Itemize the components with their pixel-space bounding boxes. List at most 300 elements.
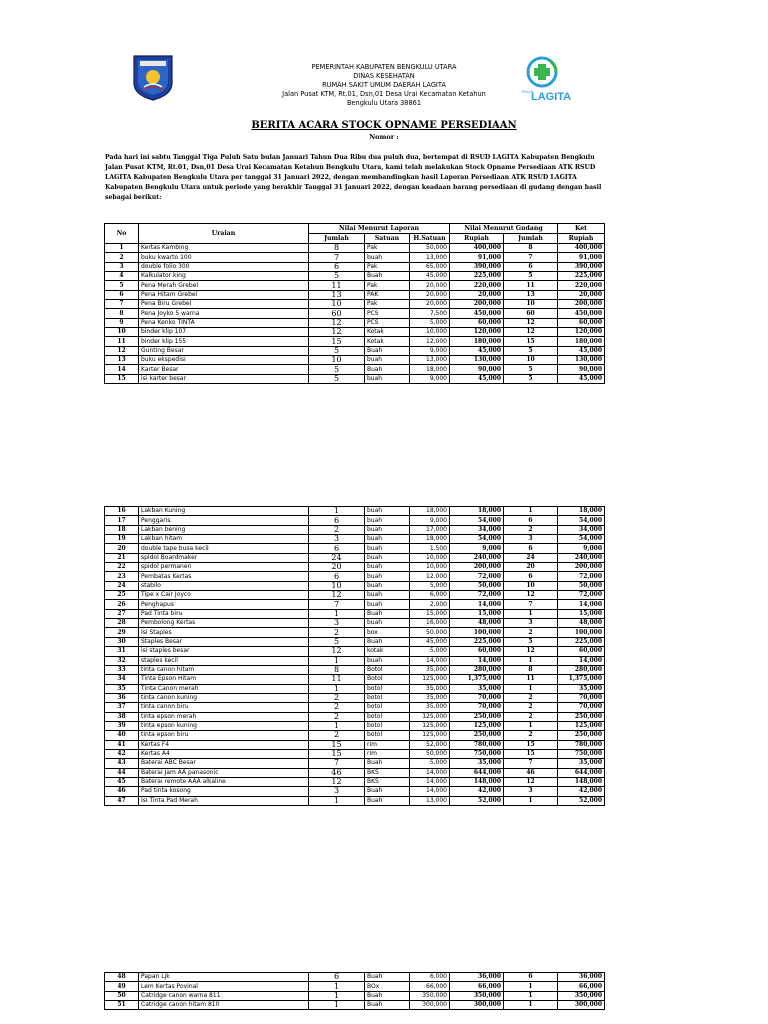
item-name: Lakban bening — [139, 525, 309, 534]
item-unit-price: 18,000 — [410, 365, 450, 374]
item-name: Catridge canon warna 811 — [139, 991, 309, 1000]
table-row — [105, 777, 605, 786]
item-unit-price: 5,000 — [410, 581, 450, 590]
header-city: Bengkulu Utara 38861 — [346, 99, 422, 107]
item-qty-warehouse: 60 — [504, 309, 558, 318]
item-unit-price: 9,000 — [410, 374, 450, 383]
item-value-warehouse: 280,000 — [558, 665, 605, 674]
item-qty-warehouse: 3 — [504, 787, 558, 796]
item-no: 21 — [105, 553, 139, 562]
item-name: Pena Merah Grebel — [139, 281, 309, 290]
item-name: Tinta Canon merah — [139, 684, 309, 693]
item-no: 15 — [105, 374, 139, 383]
item-no: 2 — [105, 253, 139, 262]
item-qty-report: 5 — [309, 365, 365, 374]
item-value-report: 14,000 — [450, 656, 504, 665]
item-unit-price: 52,000 — [410, 740, 450, 749]
item-name: binder klip 107 — [139, 328, 309, 337]
item-unit-price: 14,000 — [410, 656, 450, 665]
table-row — [105, 600, 605, 609]
item-no: 11 — [105, 337, 139, 346]
item-qty-report: 6 — [309, 544, 365, 553]
item-value-report: 50,000 — [450, 581, 504, 590]
item-no: 25 — [105, 591, 139, 600]
item-qty-warehouse: 5 — [504, 374, 558, 383]
item-value-report: 280,000 — [450, 665, 504, 674]
item-unit: botol — [365, 712, 410, 721]
item-name: Baterai ABC Besar — [139, 759, 309, 768]
item-name: tinta epson merah — [139, 712, 309, 721]
col-rupiah: Rupiah — [450, 234, 504, 244]
item-no: 34 — [105, 675, 139, 684]
item-name: Lakban hitam — [139, 535, 309, 544]
item-name: Pena Joyko 5 warna — [139, 309, 309, 318]
item-no: 14 — [105, 365, 139, 374]
item-no: 30 — [105, 637, 139, 646]
item-qty-report: 6 — [309, 262, 365, 271]
item-unit: Kotak — [365, 337, 410, 346]
table-row — [105, 982, 605, 991]
item-qty-report: 3 — [309, 535, 365, 544]
item-qty-warehouse: 2 — [504, 712, 558, 721]
item-name: Tipe x Cair Joyco — [139, 591, 309, 600]
item-no: 46 — [105, 787, 139, 796]
table-row — [105, 665, 605, 674]
table-row — [105, 553, 605, 562]
item-qty-warehouse: 10 — [504, 356, 558, 365]
item-qty-report: 13 — [309, 290, 365, 299]
item-name: staples kecil — [139, 656, 309, 665]
item-value-report: 750,000 — [450, 749, 504, 758]
item-value-report: 60,000 — [450, 647, 504, 656]
item-qty-warehouse: 2 — [504, 525, 558, 534]
item-no: 9 — [105, 318, 139, 327]
item-value-warehouse: 60,000 — [558, 647, 605, 656]
item-qty-report: 1 — [309, 507, 365, 516]
item-no: 38 — [105, 712, 139, 721]
item-name: Baterai remote AAA alkaline — [139, 777, 309, 786]
item-qty-report: 2 — [309, 712, 365, 721]
item-unit: Buah — [365, 991, 410, 1000]
item-no: 29 — [105, 628, 139, 637]
item-qty-warehouse: 2 — [504, 628, 558, 637]
item-no: 50 — [105, 991, 139, 1000]
item-qty-report: 1 — [309, 796, 365, 805]
item-unit-price: 13,000 — [410, 253, 450, 262]
item-value-report: 1,375,000 — [450, 675, 504, 684]
item-value-warehouse: 70,000 — [558, 693, 605, 702]
item-value-report: 72,000 — [450, 572, 504, 581]
item-qty-report: 12 — [309, 591, 365, 600]
item-unit-price: 13,000 — [410, 796, 450, 805]
item-no: 10 — [105, 328, 139, 337]
item-no: 51 — [105, 1001, 139, 1010]
item-unit-price: 50,000 — [410, 628, 450, 637]
item-unit: botol — [365, 684, 410, 693]
item-value-report: 130,000 — [450, 356, 504, 365]
item-unit-price: 18,000 — [410, 507, 450, 516]
item-unit: buah — [365, 591, 410, 600]
item-unit-price: 35,000 — [410, 693, 450, 702]
item-qty-warehouse: 5 — [504, 272, 558, 281]
item-qty-report: 10 — [309, 356, 365, 365]
item-value-report: 390,000 — [450, 262, 504, 271]
item-no: 36 — [105, 693, 139, 702]
item-no: 13 — [105, 356, 139, 365]
item-qty-report: 3 — [309, 619, 365, 628]
item-no: 45 — [105, 777, 139, 786]
item-value-report: 90,000 — [450, 365, 504, 374]
item-value-report: 72,000 — [450, 591, 504, 600]
item-unit-price: 35,000 — [410, 703, 450, 712]
item-qty-warehouse: 12 — [504, 591, 558, 600]
item-no: 27 — [105, 609, 139, 618]
item-value-report: 240,000 — [450, 553, 504, 562]
item-value-report: 180,000 — [450, 337, 504, 346]
item-unit-price: 50,000 — [410, 749, 450, 758]
item-unit: buah — [365, 253, 410, 262]
item-qty-report: 11 — [309, 281, 365, 290]
item-unit: Buah — [365, 609, 410, 618]
item-value-report: 66,000 — [450, 982, 504, 991]
item-value-warehouse: 644,000 — [558, 768, 605, 777]
item-unit: Buah — [365, 637, 410, 646]
item-unit: botol — [365, 721, 410, 730]
item-unit-price: 50,000 — [410, 244, 450, 253]
item-no: 43 — [105, 759, 139, 768]
item-unit-price: 14,000 — [410, 768, 450, 777]
item-qty-report: 2 — [309, 628, 365, 637]
item-unit: rim — [365, 740, 410, 749]
item-no: 41 — [105, 740, 139, 749]
lagita-logo-small: RSUD — [522, 89, 534, 94]
col-hsatuan: H.Satuan — [410, 234, 450, 244]
item-unit-price: 9,000 — [410, 346, 450, 355]
item-qty-warehouse: 3 — [504, 535, 558, 544]
item-unit: PCS — [365, 309, 410, 318]
item-unit: botol — [365, 703, 410, 712]
item-value-warehouse: 400,000 — [558, 244, 605, 253]
item-qty-report: 1 — [309, 609, 365, 618]
table-row — [105, 973, 605, 982]
col-gudang: Nilai Menurut Gudang — [450, 224, 558, 234]
item-unit-price: 15,000 — [410, 609, 450, 618]
item-unit: buah — [365, 619, 410, 628]
lagita-cross-icon — [520, 55, 570, 89]
item-unit-price: 6,000 — [410, 591, 450, 600]
item-qty-warehouse: 46 — [504, 768, 558, 777]
item-unit-price: 10,000 — [410, 328, 450, 337]
item-unit: Botol — [365, 675, 410, 684]
item-qty-report: 3 — [309, 787, 365, 796]
item-value-warehouse: 1,375,000 — [558, 675, 605, 684]
table-row — [105, 721, 605, 730]
item-qty-warehouse: 15 — [504, 740, 558, 749]
item-qty-report: 5 — [309, 637, 365, 646]
item-unit-price: 18,000 — [410, 535, 450, 544]
item-qty-warehouse: 5 — [504, 346, 558, 355]
item-qty-warehouse: 24 — [504, 553, 558, 562]
item-value-report: 148,000 — [450, 777, 504, 786]
item-value-warehouse: 15,000 — [558, 609, 605, 618]
table-row — [105, 244, 605, 253]
item-value-report: 350,000 — [450, 991, 504, 1000]
item-value-report: 120,000 — [450, 328, 504, 337]
table-row — [105, 563, 605, 572]
item-value-report: 15,000 — [450, 609, 504, 618]
item-unit-price: 10,000 — [410, 553, 450, 562]
item-qty-report: 2 — [309, 525, 365, 534]
item-qty-report: 5 — [309, 374, 365, 383]
item-unit: BKS — [365, 768, 410, 777]
table-row — [105, 693, 605, 702]
item-qty-report: 5 — [309, 272, 365, 281]
item-unit-price: 20,000 — [410, 300, 450, 309]
item-unit: buah — [365, 544, 410, 553]
item-unit: botol — [365, 731, 410, 740]
item-value-report: 91,000 — [450, 253, 504, 262]
item-no: 18 — [105, 525, 139, 534]
item-no: 23 — [105, 572, 139, 581]
item-qty-warehouse: 12 — [504, 647, 558, 656]
item-value-report: 18,000 — [450, 507, 504, 516]
item-name: tinta canon biru — [139, 703, 309, 712]
item-name: Kertas Kambing — [139, 244, 309, 253]
item-no: 48 — [105, 973, 139, 982]
item-value-warehouse: 54,000 — [558, 535, 605, 544]
item-value-report: 250,000 — [450, 731, 504, 740]
col-uraian: Uraian — [139, 224, 309, 244]
item-value-warehouse: 250,000 — [558, 731, 605, 740]
item-no: 22 — [105, 563, 139, 572]
item-value-report: 20,000 — [450, 290, 504, 299]
item-unit: Botol — [365, 665, 410, 674]
item-qty-report: 1 — [309, 684, 365, 693]
table-row — [105, 346, 605, 355]
item-unit: Pak — [365, 244, 410, 253]
item-name: tinta canon hitam — [139, 665, 309, 674]
item-value-warehouse: 60,000 — [558, 318, 605, 327]
item-name: Pad Tinta biru — [139, 609, 309, 618]
item-name: Isi Staples — [139, 628, 309, 637]
item-unit: Buah — [365, 1001, 410, 1010]
item-qty-report: 6 — [309, 572, 365, 581]
item-qty-report: 20 — [309, 563, 365, 572]
item-value-warehouse: 91,000 — [558, 253, 605, 262]
item-value-report: 36,000 — [450, 973, 504, 982]
table-row — [105, 647, 605, 656]
lagita-logo-text: LAGITA — [531, 91, 572, 103]
item-value-warehouse: 200,000 — [558, 563, 605, 572]
item-no: 6 — [105, 290, 139, 299]
item-unit: Buah — [365, 346, 410, 355]
item-value-report: 125,000 — [450, 721, 504, 730]
item-qty-report: 7 — [309, 600, 365, 609]
item-name: Penggaris — [139, 516, 309, 525]
item-no: 26 — [105, 600, 139, 609]
item-unit: Buah — [365, 973, 410, 982]
item-qty-report: 12 — [309, 777, 365, 786]
table-row — [105, 731, 605, 740]
item-qty-warehouse: 1 — [504, 982, 558, 991]
item-qty-warehouse: 1 — [504, 684, 558, 693]
item-name: tinta epson biru — [139, 731, 309, 740]
table-row — [105, 712, 605, 721]
item-value-report: 450,000 — [450, 309, 504, 318]
item-no: 19 — [105, 535, 139, 544]
item-qty-report: 46 — [309, 768, 365, 777]
item-unit-price: 350,000 — [410, 991, 450, 1000]
item-qty-warehouse: 11 — [504, 675, 558, 684]
item-value-warehouse: 200,000 — [558, 300, 605, 309]
item-name: Kertas F4 — [139, 740, 309, 749]
item-unit: buah — [365, 356, 410, 365]
item-name: Lem Kertas Povinal — [139, 982, 309, 991]
item-value-warehouse: 50,000 — [558, 581, 605, 590]
item-value-report: 14,000 — [450, 600, 504, 609]
table-row — [105, 290, 605, 299]
item-unit: PCS — [365, 318, 410, 327]
item-name: double tape busa kecil — [139, 544, 309, 553]
item-qty-warehouse: 10 — [504, 581, 558, 590]
item-no: 3 — [105, 262, 139, 271]
item-value-warehouse: 36,000 — [558, 973, 605, 982]
item-no: 47 — [105, 796, 139, 805]
item-value-warehouse: 350,000 — [558, 991, 605, 1000]
item-unit-price: 20,000 — [410, 281, 450, 290]
item-qty-report: 8 — [309, 665, 365, 674]
item-qty-warehouse: 1 — [504, 609, 558, 618]
item-qty-report: 1 — [309, 982, 365, 991]
table-row — [105, 535, 605, 544]
item-name: Karter Besar — [139, 365, 309, 374]
item-unit-price: 5,000 — [410, 759, 450, 768]
item-name: spidol Boardmaker — [139, 553, 309, 562]
item-no: 5 — [105, 281, 139, 290]
table-row — [105, 374, 605, 383]
item-unit-price: 65,000 — [410, 262, 450, 271]
item-no: 8 — [105, 309, 139, 318]
item-qty-report: 1 — [309, 721, 365, 730]
item-unit: botol — [365, 693, 410, 702]
table-row — [105, 740, 605, 749]
item-value-report: 42,000 — [450, 787, 504, 796]
item-value-warehouse: 48,000 — [558, 619, 605, 628]
item-qty-report: 10 — [309, 581, 365, 590]
item-unit: Buah — [365, 759, 410, 768]
item-unit: buah — [365, 563, 410, 572]
item-qty-warehouse: 6 — [504, 262, 558, 271]
item-value-warehouse: 18,000 — [558, 507, 605, 516]
item-name: stabilo — [139, 581, 309, 590]
item-qty-report: 7 — [309, 759, 365, 768]
item-qty-report: 15 — [309, 337, 365, 346]
item-no: 35 — [105, 684, 139, 693]
item-qty-report: 2 — [309, 731, 365, 740]
item-no: 33 — [105, 665, 139, 674]
col-jumlah: Jumlah — [309, 234, 365, 244]
item-value-report: 200,000 — [450, 563, 504, 572]
item-value-warehouse: 390,000 — [558, 262, 605, 271]
item-value-warehouse: 220,000 — [558, 281, 605, 290]
item-qty-report: 12 — [309, 318, 365, 327]
table-row — [105, 609, 605, 618]
table-row — [105, 768, 605, 777]
stock-table-part3 — [104, 972, 605, 1010]
item-no: 24 — [105, 581, 139, 590]
item-qty-report: 6 — [309, 516, 365, 525]
item-qty-warehouse: 12 — [504, 318, 558, 327]
item-value-report: 225,000 — [450, 272, 504, 281]
header-address: Jalan Pusat KTM, Rt.01, Dsn,01 Desa Urai Kecamatan Ketahun — [282, 90, 486, 98]
item-value-report: 200,000 — [450, 300, 504, 309]
item-value-report: 54,000 — [450, 535, 504, 544]
item-value-warehouse: 130,000 — [558, 356, 605, 365]
item-value-report: 45,000 — [450, 374, 504, 383]
stock-table-part1 — [104, 223, 605, 384]
table-row — [105, 675, 605, 684]
item-value-report: 644,000 — [450, 768, 504, 777]
col-laporan: Nilai Menurut Laporan — [309, 224, 450, 234]
item-qty-report: 5 — [309, 346, 365, 355]
item-value-report: 34,000 — [450, 525, 504, 534]
item-qty-warehouse: 12 — [504, 777, 558, 786]
item-unit: rim — [365, 749, 410, 758]
item-unit: buah — [365, 553, 410, 562]
item-unit: Pak — [365, 281, 410, 290]
item-value-warehouse: 780,000 — [558, 740, 605, 749]
item-qty-warehouse: 1 — [504, 991, 558, 1000]
item-qty-warehouse: 8 — [504, 244, 558, 253]
col-no: No — [105, 224, 139, 244]
item-no: 7 — [105, 300, 139, 309]
item-qty-warehouse: 11 — [504, 281, 558, 290]
item-unit: box — [365, 628, 410, 637]
item-name: tinta canon kuning — [139, 693, 309, 702]
table-row — [105, 628, 605, 637]
col-jumlah-gudang: Jumlah — [504, 234, 558, 244]
item-value-warehouse: 42,000 — [558, 787, 605, 796]
item-unit-price: 12,000 — [410, 572, 450, 581]
table-row — [105, 572, 605, 581]
item-value-warehouse: 52,000 — [558, 796, 605, 805]
item-no: 39 — [105, 721, 139, 730]
item-name: buku kwarto 100 — [139, 253, 309, 262]
item-no: 49 — [105, 982, 139, 991]
table-row — [105, 991, 605, 1000]
item-no: 42 — [105, 749, 139, 758]
item-value-warehouse: 225,000 — [558, 637, 605, 646]
item-name: Pena Hitam Grebel — [139, 290, 309, 299]
item-unit-price: 16,000 — [410, 619, 450, 628]
item-name: Isi Tinta Pad Merah — [139, 796, 309, 805]
table-row — [105, 581, 605, 590]
item-name: Pena Kenko TINTA — [139, 318, 309, 327]
item-qty-report: 1 — [309, 1001, 365, 1010]
item-name: tinta epson kuning — [139, 721, 309, 730]
item-value-report: 100,000 — [450, 628, 504, 637]
stock-table-part2 — [104, 506, 605, 806]
item-unit: buah — [365, 600, 410, 609]
item-name: binder klip 155 — [139, 337, 309, 346]
item-qty-warehouse: 1 — [504, 507, 558, 516]
item-unit-price: 2,000 — [410, 600, 450, 609]
item-name: Tinta Epson Hitam — [139, 675, 309, 684]
item-value-report: 300,000 — [450, 1001, 504, 1010]
item-qty-warehouse: 15 — [504, 749, 558, 758]
item-unit: buah — [365, 572, 410, 581]
item-unit: Buah — [365, 787, 410, 796]
